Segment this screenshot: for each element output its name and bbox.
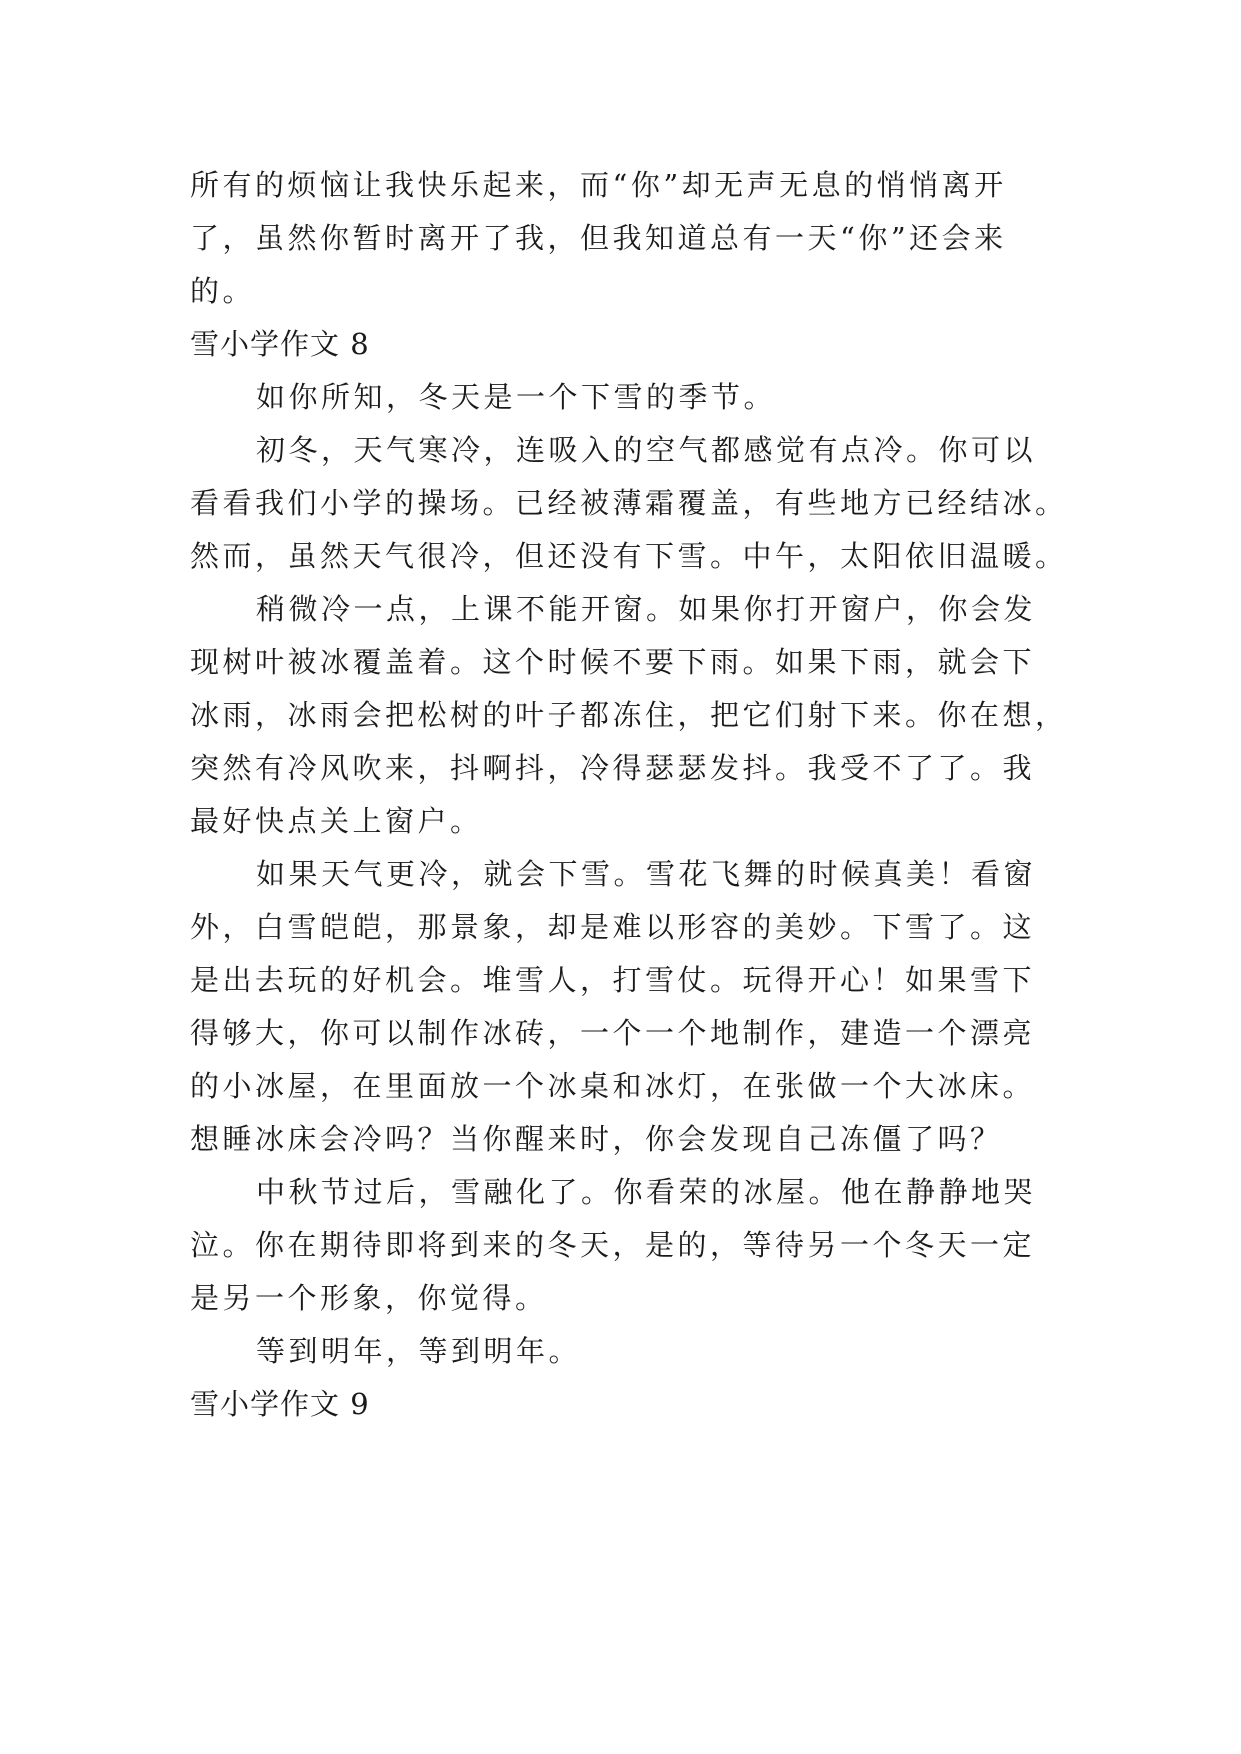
text-line: 泣。你在期待即将到来的冬天，是的，等待另一个冬天一定 [190, 1228, 1036, 1262]
text-line: 然而，虽然天气很冷，但还没有下雪。中午，太阳依旧温暖。 [190, 539, 1068, 573]
text-line: 初冬，天气寒冷，连吸入的空气都感觉有点冷。你可以 [256, 433, 1037, 467]
text-line: 突然有冷风吹来，抖啊抖，冷得瑟瑟发抖。我受不了了。我 [190, 751, 1036, 785]
text-line: 所有的烦恼让我快乐起来，而“你”却无声无息的悄悄离开 [190, 168, 1007, 202]
text-line: 等到明年，等到明年。 [256, 1334, 582, 1368]
text-line: 看看我们小学的操场。已经被薄霜覆盖，有些地方已经结冰。 [190, 486, 1068, 520]
text-line: 外，白雪皑皑，那景象，却是难以形容的美妙。下雪了。这 [190, 910, 1036, 944]
section-heading: 雪小学作文 8 [190, 327, 370, 361]
section-heading: 雪小学作文 9 [190, 1387, 370, 1421]
text-line: 的小冰屋，在里面放一个冰桌和冰灯，在张做一个大冰床。 [190, 1069, 1036, 1103]
text-line: 稍微冷一点，上课不能开窗。如果你打开窗户，你会发 [256, 592, 1037, 626]
text-line: 得够大，你可以制作冰砖，一个一个地制作，建造一个漂亮 [190, 1016, 1036, 1050]
text-line: 如你所知，冬天是一个下雪的季节。 [256, 380, 777, 414]
text-line: 现树叶被冰覆盖着。这个时候不要下雨。如果下雨，就会下 [190, 645, 1036, 679]
text-line: 是另一个形象，你觉得。 [190, 1281, 548, 1315]
text-line: 想睡冰床会冷吗？当你醒来时，你会发现自己冻僵了吗？ [190, 1122, 1003, 1156]
text-line: 是出去玩的好机会。堆雪人，打雪仗。玩得开心！如果雪下 [190, 963, 1036, 997]
text-line: 冰雨，冰雨会把松树的叶子都冻住，把它们射下来。你在想， [190, 698, 1068, 732]
text-line: 了，虽然你暂时离开了我，但我知道总有一天“你”还会来 [190, 221, 1007, 255]
text-line: 中秋节过后，雪融化了。你看荣的冰屋。他在静静地哭 [256, 1175, 1037, 1209]
text-line: 如果天气更冷，就会下雪。雪花飞舞的时候真美！看窗 [256, 857, 1037, 891]
text-line: 最好快点关上窗户。 [190, 804, 483, 838]
text-line: 的。 [190, 274, 256, 308]
